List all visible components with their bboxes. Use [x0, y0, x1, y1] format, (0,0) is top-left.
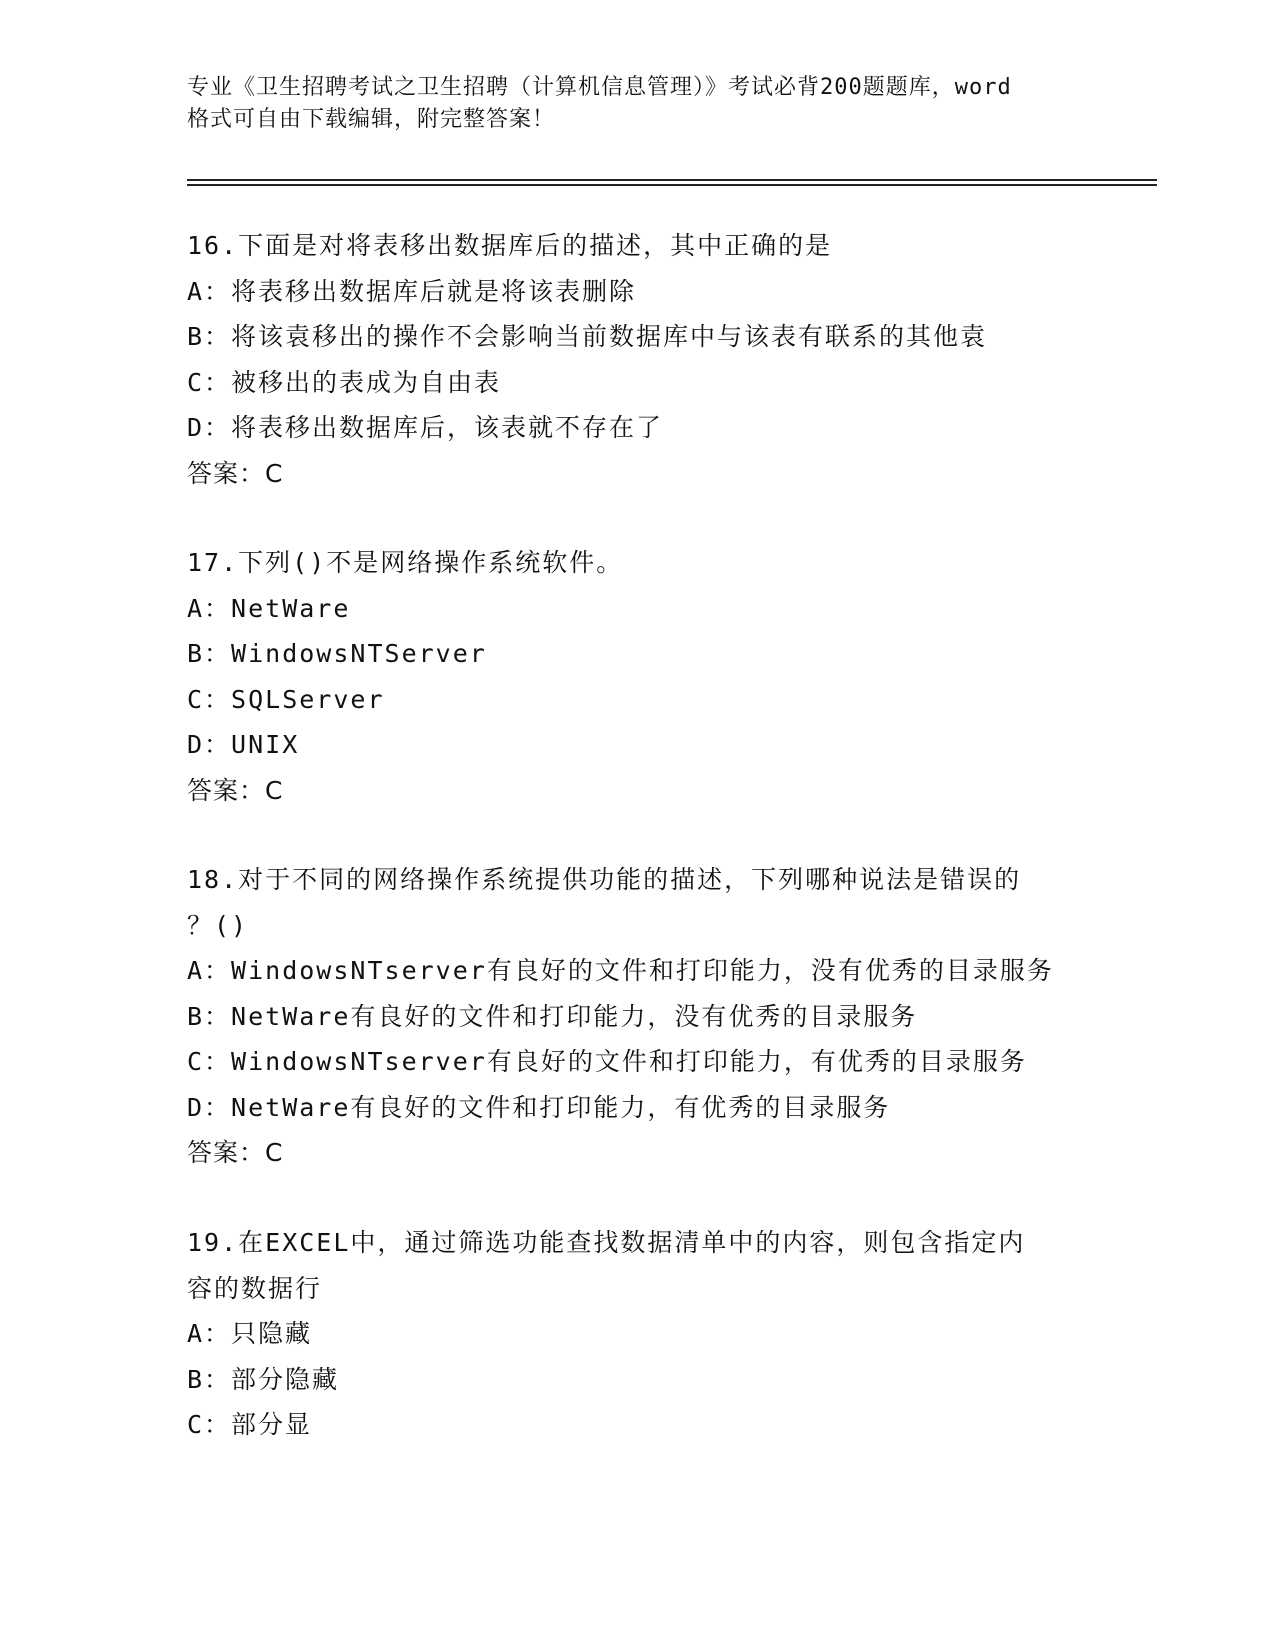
option-c: C：WindowsNTserver有良好的文件和打印能力，有优秀的目录服务	[187, 1047, 1027, 1076]
header-divider-bottom	[187, 184, 1157, 186]
question-stem: 16.下面是对将表移出数据库后的描述，其中正确的是	[187, 231, 833, 260]
question-16	[187, 223, 1087, 496]
option-b: B：NetWare有良好的文件和打印能力，没有优秀的目录服务	[187, 1001, 918, 1031]
answer-line: 答案：C	[187, 458, 284, 488]
option-a: A：WindowsNTserver有良好的文件和打印能力，没有优秀的目录服务	[187, 956, 1054, 985]
option-a: A：只隐藏	[187, 1319, 313, 1348]
option-d: D：将表移出数据库后，该表就不存在了	[187, 413, 664, 442]
option-c: C：部分显	[187, 1410, 313, 1439]
header-title-line-2: 格式可自由下载编辑，附完整答案！	[187, 107, 556, 132]
answer-line: 答案：C	[187, 775, 284, 805]
question-stem-line-2: ？()	[187, 910, 249, 940]
question-19	[187, 1220, 1087, 1448]
question-18	[187, 857, 1087, 1176]
question-17	[187, 540, 1087, 813]
option-d: D：UNIX	[187, 730, 300, 759]
document-header	[187, 72, 1087, 136]
header-divider-top	[187, 179, 1157, 181]
option-b: B：部分隐藏	[187, 1364, 340, 1394]
option-b: B：将该袁移出的操作不会影响当前数据库中与该表有联系的其他袁	[187, 322, 988, 351]
option-c: C：SQLServer	[187, 684, 385, 714]
answer-line: 答案：C	[187, 1138, 284, 1167]
question-stem-line-1: 19.在EXCEL中，通过筛选功能查找数据清单中的内容，则包含指定内	[187, 1228, 1026, 1257]
option-c: C：被移出的表成为自由表	[187, 367, 502, 397]
option-d: D：NetWare有良好的文件和打印能力，有优秀的目录服务	[187, 1092, 891, 1122]
option-b: B：WindowsNTServer	[187, 639, 487, 668]
header-title-line-1: 专业《卫生招聘考试之卫生招聘（计算机信息管理）》考试必背200题题库，word	[187, 75, 1012, 100]
option-a: A：将表移出数据库后就是将该表删除	[187, 276, 637, 306]
question-stem-line-2: 容的数据行	[187, 1273, 323, 1303]
question-stem: 17.下列()不是网络操作系统软件。	[187, 548, 624, 577]
question-stem-line-1: 18.对于不同的网络操作系统提供功能的描述，下列哪种说法是错误的	[187, 865, 1022, 894]
option-a: A：NetWare	[187, 593, 351, 623]
